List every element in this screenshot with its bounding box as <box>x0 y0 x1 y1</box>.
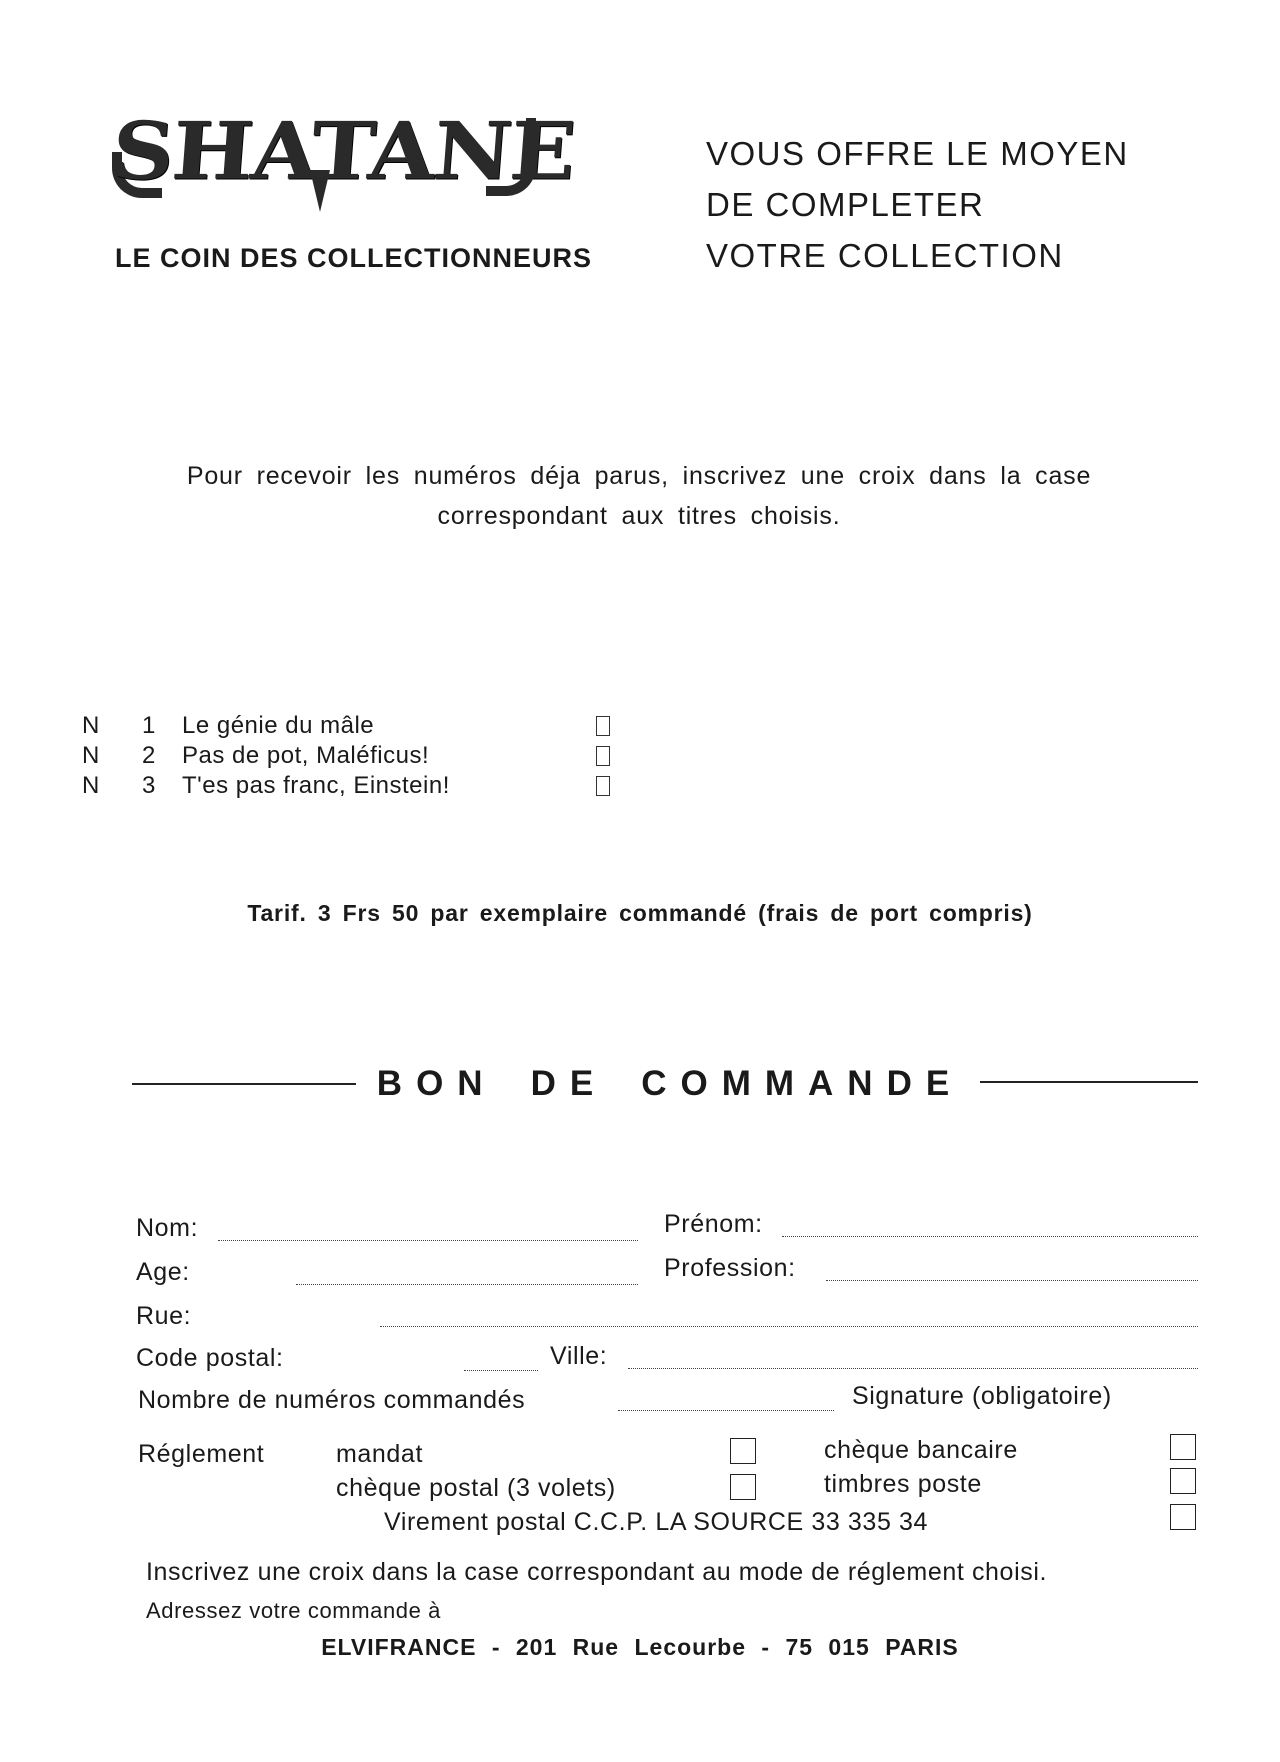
offer-text <box>706 128 1129 281</box>
code-postal-field[interactable] <box>464 1370 538 1371</box>
nombre-field[interactable] <box>618 1410 834 1411</box>
virement-checkbox[interactable] <box>1170 1504 1196 1530</box>
profession-label: Profession: <box>664 1254 796 1282</box>
intro-paragraph <box>118 456 1160 536</box>
timbres-label: timbres poste <box>824 1470 982 1498</box>
offer-line-3: VOTRE COLLECTION <box>706 237 1064 274</box>
age-label: Age: <box>136 1258 190 1286</box>
cheque-bancaire-checkbox[interactable] <box>1170 1434 1196 1460</box>
issue-title: Le génie du mâle <box>182 712 375 739</box>
issue-prefix: N <box>82 742 100 769</box>
title-word-3: COMMANDE <box>641 1064 964 1103</box>
issue-number: 2 <box>142 742 156 769</box>
prenom-label: Prénom: <box>664 1210 763 1238</box>
logo-flourish-right <box>486 118 536 196</box>
cheque-bancaire-label: chèque bancaire <box>824 1436 1018 1464</box>
ville-label: Ville: <box>550 1342 608 1370</box>
issue-item <box>82 712 642 742</box>
issue-item <box>82 742 642 772</box>
virement-label: Virement postal C.C.P. LA SOURCE 33 335 34 <box>384 1508 928 1536</box>
issue-checkbox[interactable] <box>596 716 610 736</box>
offer-line-1: VOUS OFFRE LE MOYEN <box>706 135 1129 172</box>
issue-checkbox[interactable] <box>596 746 610 766</box>
collectors-subtitle: LE COIN DES COLLECTIONNEURS <box>115 243 593 273</box>
issue-prefix: N <box>82 772 100 799</box>
reglement-label: Réglement <box>138 1440 265 1468</box>
rue-field[interactable] <box>380 1326 1198 1327</box>
order-form-title <box>372 1064 968 1104</box>
heading-rule-right <box>980 1081 1198 1083</box>
issue-prefix: N <box>82 712 100 739</box>
prenom-field[interactable] <box>782 1236 1198 1237</box>
heading-rule-left <box>132 1083 356 1085</box>
issue-title: T'es pas franc, Einstein! <box>182 772 450 799</box>
cheque-postal-checkbox[interactable] <box>730 1474 756 1500</box>
issues-list <box>82 712 642 802</box>
timbres-checkbox[interactable] <box>1170 1468 1196 1494</box>
rue-label: Rue: <box>136 1302 192 1330</box>
offer-line-2: DE COMPLETER <box>706 186 985 223</box>
code-postal-label: Code postal: <box>136 1344 284 1372</box>
issue-number: 3 <box>142 772 156 799</box>
nom-label: Nom: <box>136 1214 199 1242</box>
mandat-checkbox[interactable] <box>730 1438 756 1464</box>
intro-line-1: Pour recevoir les numéros déja parus, inscrivez une croix dans la case <box>186 462 1092 490</box>
mandat-label: mandat <box>336 1440 423 1468</box>
payment-instruction: Inscrivez une croix dans la case correspondant au mode de réglement choisi. <box>146 1558 1048 1586</box>
shatane-logo: SHATANE <box>108 105 578 198</box>
title-word-2: DE <box>530 1064 608 1103</box>
age-field[interactable] <box>296 1284 638 1285</box>
price-note: Tarif. 3 Frs 50 par exemplaire commandé (frais de port compris) <box>247 900 1033 926</box>
title-word-1: BON <box>376 1064 497 1103</box>
intro-line-2: correspondant aux titres choisis. <box>437 502 841 530</box>
publisher-address: ELVIFRANCE - 201 Rue Lecourbe - 75 015 PARIS <box>321 1634 959 1660</box>
issue-checkbox[interactable] <box>596 776 610 796</box>
issue-number: 1 <box>142 712 156 739</box>
nom-field[interactable] <box>218 1240 638 1241</box>
nombre-label: Nombre de numéros commandés <box>138 1386 526 1414</box>
issue-title: Pas de pot, Maléficus! <box>182 742 430 769</box>
profession-field[interactable] <box>826 1280 1198 1281</box>
logo-fang <box>310 170 330 212</box>
signature-label: Signature (obligatoire) <box>852 1382 1112 1410</box>
ville-field[interactable] <box>628 1368 1198 1369</box>
issue-item <box>82 772 642 802</box>
cheque-postal-label: chèque postal (3 volets) <box>336 1474 616 1502</box>
address-intro: Adressez votre commande à <box>146 1598 442 1623</box>
